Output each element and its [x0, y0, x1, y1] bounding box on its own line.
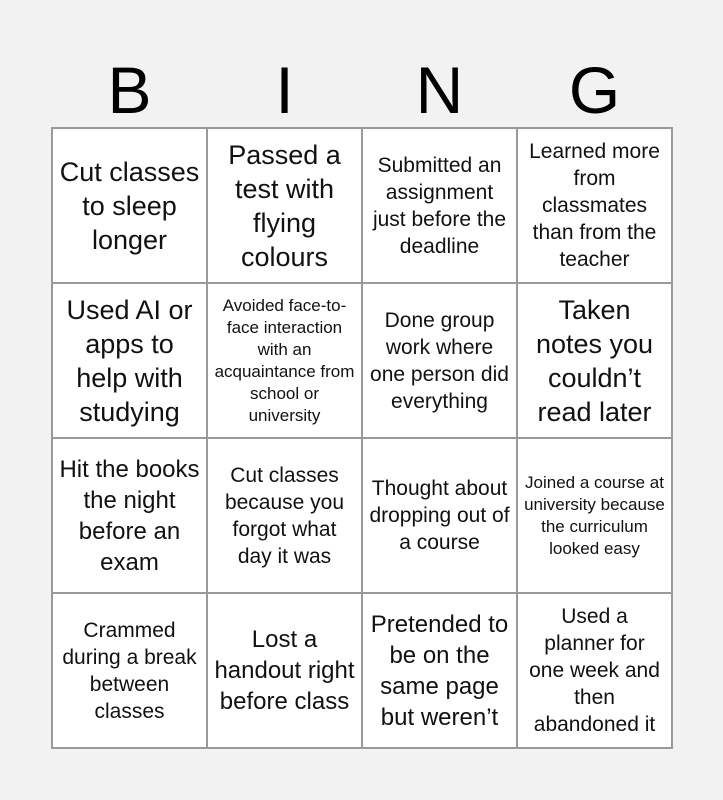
bingo-card-grid: [51, 127, 673, 749]
bingo-cell-r4c4[interactable]: [518, 594, 673, 749]
cell-text: Learned more from classmates than from the teacher: [529, 140, 660, 271]
cell-text: Used AI or apps to help with studying: [66, 294, 193, 427]
bingo-cell-r4c2[interactable]: [208, 594, 363, 749]
bingo-cell-r3c3[interactable]: [363, 439, 518, 594]
bingo-cell-r2c1[interactable]: [53, 284, 208, 439]
cell-text: Cut classes because you forgot what day it was: [224, 463, 345, 568]
cell-text: Avoided face-to-face interaction with an acquaintance from school or university: [214, 295, 355, 425]
bingo-cell-r1c3[interactable]: [363, 129, 518, 284]
cell-text: Pretended to be on the same page but weren’t: [370, 610, 509, 731]
header-letter-b: B: [107, 53, 152, 127]
header-letter-i: I: [275, 53, 294, 127]
bingo-cell-r1c1[interactable]: [53, 129, 208, 284]
header-letter-g: G: [568, 53, 621, 127]
bingo-cell-r2c4[interactable]: [518, 284, 673, 439]
cell-text: Taken notes you couldn’t read later: [535, 294, 654, 427]
cell-text: Cut classes to sleep longer: [59, 156, 200, 255]
cell-text: Crammed during a break between classes: [62, 618, 197, 723]
cell-text: Thought about dropping out of a course: [369, 477, 510, 554]
cell-text: Used a planner for one week and then abandoned it: [529, 605, 660, 736]
bingo-cell-r4c3[interactable]: [363, 594, 518, 749]
bingo-header: [52, 52, 672, 128]
bingo-cell-r1c4[interactable]: [518, 129, 673, 284]
cell-text: Joined a course at university because the curriculum looked easy: [524, 472, 665, 558]
bingo-cell-r1c2[interactable]: [208, 129, 363, 284]
bingo-cell-r3c2[interactable]: [208, 439, 363, 594]
bingo-cell-r3c4[interactable]: [518, 439, 673, 594]
bingo-cell-r4c1[interactable]: [53, 594, 208, 749]
bingo-cell-r3c1[interactable]: [53, 439, 208, 594]
cell-text: Done group work where one person did everything: [370, 308, 509, 413]
header-letter-n: N: [415, 53, 464, 127]
cell-text: Hit the books the night before an exam: [59, 455, 200, 576]
bingo-cell-r2c2[interactable]: [208, 284, 363, 439]
cell-text: Submitted an assignment just before the deadline: [372, 153, 507, 258]
bingo-cell-r2c3[interactable]: [363, 284, 518, 439]
cell-text: Passed a test with flying colours: [228, 139, 341, 272]
cell-text: Lost a handout right before class: [214, 626, 355, 715]
